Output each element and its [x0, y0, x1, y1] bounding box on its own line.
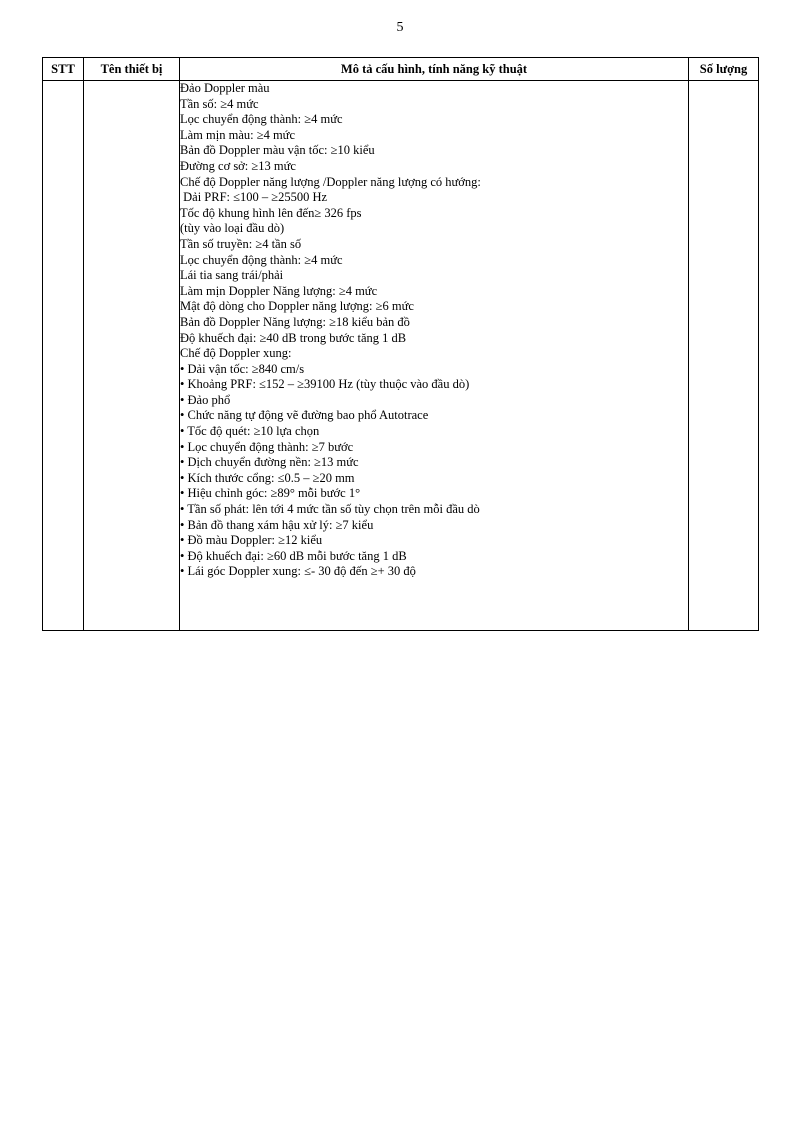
spec-line: • Tần số phát: lên tới 4 mức tần số tùy chọn trên mỗi đầu dò: [180, 502, 480, 517]
spec-line: Bản đồ Doppler Năng lượng: ≥18 kiểu bản đồ: [180, 314, 410, 329]
cell-description: [180, 81, 689, 631]
header-quantity: Số lượng: [689, 58, 759, 81]
header-description: Mô tả cấu hình, tính năng kỹ thuật: [180, 58, 689, 81]
spec-line: • Kích thước cổng: ≤0.5 – ≥20 mm: [180, 470, 355, 485]
spec-line: • Đảo phổ: [180, 392, 231, 407]
spec-line: • Đồ màu Doppler: ≥12 kiểu: [180, 533, 323, 548]
spec-line: Đảo Doppler màu: [180, 81, 270, 95]
spec-line: Lái tia sang trái/phải: [180, 268, 284, 283]
spec-line: Chế độ Doppler xung:: [180, 346, 292, 361]
spec-line: Đường cơ sở: ≥13 mức: [180, 158, 296, 173]
spec-line: • Dịch chuyển đường nền: ≥13 mức: [180, 455, 359, 470]
spec-line: Làm mịn màu: ≥4 mức: [180, 127, 296, 142]
spec-line: (tùy vào loại đầu dò): [180, 221, 285, 236]
spec-line: Mật độ dòng cho Doppler năng lượng: ≥6 mức: [180, 299, 414, 314]
spec-line: • Chức năng tự động vẽ đường bao phổ Autotrace: [180, 408, 429, 423]
cell-quantity: [689, 81, 759, 631]
spec-line: Làm mịn Doppler Năng lượng: ≥4 mức: [180, 283, 378, 298]
spec-line: Lọc chuyển động thành: ≥4 mức: [180, 252, 343, 267]
spec-line: Bản đồ Doppler màu vận tốc: ≥10 kiểu: [180, 143, 375, 158]
header-stt: STT: [43, 58, 84, 81]
spec-line: Lọc chuyển động thành: ≥4 mức: [180, 112, 343, 127]
spec-line: Dải PRF: ≤100 – ≥25500 Hz: [180, 190, 328, 205]
spec-line: • Dải vận tốc: ≥840 cm/s: [180, 361, 305, 376]
spec-line: • Lái góc Doppler xung: ≤- 30 độ đến ≥+ 30 độ: [180, 564, 416, 579]
spec-line: • Bản đồ thang xám hậu xử lý: ≥7 kiểu: [180, 517, 374, 532]
spec-line: • Độ khuếch đại: ≥60 dB mỗi bước tăng 1 dB: [180, 548, 407, 563]
spec-line: Chế độ Doppler năng lượng /Doppler năng lượng có hướng:: [180, 174, 481, 189]
spec-line: • Lọc chuyển động thành: ≥7 bước: [180, 439, 354, 454]
header-row: [43, 58, 759, 81]
spec-line: Tần số: ≥4 mức: [180, 96, 259, 111]
spec-table: [42, 57, 759, 631]
cell-device-name: [84, 81, 180, 631]
table-row: [43, 81, 759, 631]
description-lines: [180, 81, 688, 580]
spec-line: Tần số truyền: ≥4 tần số: [180, 236, 302, 251]
spec-line: • Tốc độ quét: ≥10 lựa chọn: [180, 424, 320, 439]
spec-line: • Hiệu chỉnh góc: ≥89° mỗi bước 1°: [180, 486, 361, 501]
spec-line: Tốc độ khung hình lên đến≥ 326 fps: [180, 205, 362, 220]
spec-line: Độ khuếch đại: ≥40 dB trong bước tăng 1 dB: [180, 330, 407, 345]
page-number: 5: [396, 20, 404, 35]
header-device-name: Tên thiết bị: [84, 58, 180, 81]
spec-line: • Khoảng PRF: ≤152 – ≥39100 Hz (tùy thuộc vào đầu dò): [180, 377, 470, 392]
cell-stt: [43, 81, 84, 631]
